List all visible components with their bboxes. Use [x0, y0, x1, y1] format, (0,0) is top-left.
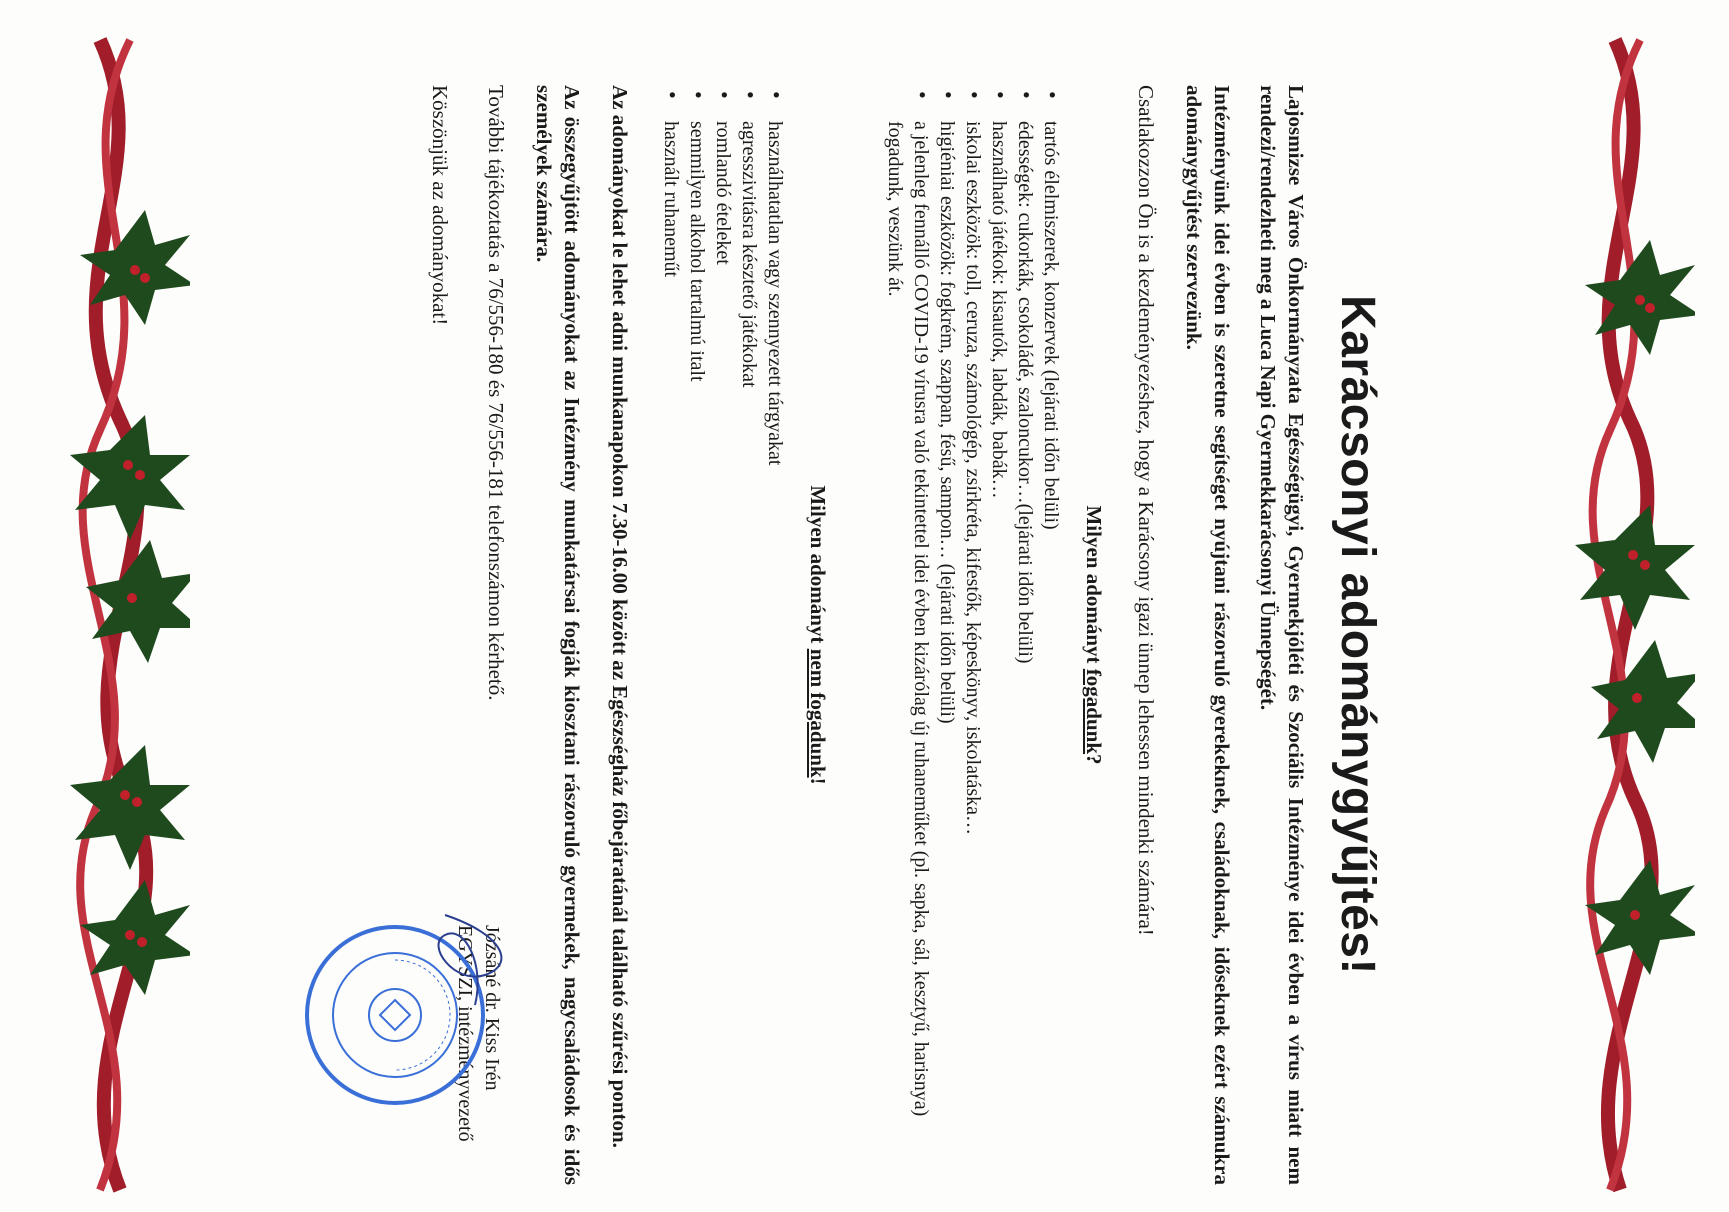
accepted-heading-pre: Milyen adományt: [1082, 505, 1106, 669]
flyer-content: [285, 85, 1385, 1185]
rejected-heading-post: !: [806, 777, 830, 785]
thanks-paragraph: Köszönjük az adományokat!: [428, 85, 452, 326]
handwritten-signature: [405, 905, 525, 1025]
accepted-heading-post: ?: [1082, 754, 1106, 765]
christmas-garland-left: [40, 20, 190, 1200]
accepted-heading-underlined: fogadunk: [1082, 668, 1106, 755]
flyer-page: [280, 0, 1384, 1185]
list-item: • a jelenleg fennálló COVID-19 vírusra való tekintettel idei évben kizárólag új ruhaneműket (pl. sapka, sál, kesztyű, harisnya) fogadunk, veszünk át.: [882, 121, 934, 1185]
list-item: • édességek: cukorkák, csokoládé, szaloncukor…(lejárati időn belüli): [1012, 121, 1038, 1185]
intro-paragraph-3: Csatlakozzon Ön is a kezdeményezéshez, hogy a Karácsony igazi ünnep lehessen mindenki számára!: [1134, 85, 1158, 936]
distribution-paragraph: Az összegyűjtött adományokat az Intézmény munkatársai fogják kiosztani rászoruló gyermekek, nagycsaládosok és idős személyek számára.: [532, 85, 584, 1185]
rejected-heading-pre: Milyen adományt: [806, 485, 830, 649]
list-item: • tartós élelmiszerek, konzervek (lejárati időn belüli): [1038, 121, 1064, 1185]
accepted-heading: [1080, 85, 1108, 1185]
page-title: Karácsonyi adománygyűjtés!: [1331, 295, 1384, 975]
list-item: • használható játékok: kisautók, labdák, babák…: [986, 121, 1012, 1185]
list-item: • használhatatlan vagy szennyezett tárgyakat: [762, 121, 788, 1185]
rejected-heading: [804, 85, 832, 1185]
list-item: • romlandó ételeket: [710, 121, 736, 1185]
dropoff-paragraph: Az adományokat le lehet adni munkanapokon 7.30-16.00 között az Egészségház főbejáratánál található szűrési ponton.: [608, 85, 632, 1148]
list-item: • iskolai eszközök: toll, ceruza, számológép, zsírkréta, kifestők, képeskönyv, iskolatáska…: [960, 121, 986, 1185]
info-paragraph: További tájékoztatás a 76/556-180 és 76/556-181 telefonszámon kérhető.: [484, 85, 508, 701]
christmas-garland-right: [1545, 20, 1695, 1200]
accepted-list: [882, 85, 1064, 1185]
intro-paragraph-1: Lajosmizse Város Önkormányzata Egészségügyi, Gyermekjóléti és Szociális Intézménye idei évben a vírus miatt nem rendezi/rendezheti meg a Luca Napi Gyermekkarácsonyi Ünnepségét.: [1256, 85, 1308, 1185]
rejected-list: [658, 85, 788, 1185]
list-item: • agresszivitásra késztető játékokat: [736, 121, 762, 1185]
signature-name: Józsáné dr. Kiss Irén: [481, 925, 503, 1091]
list-item: • semmilyen alkohol tartalmú italt: [684, 121, 710, 1185]
rejected-heading-underlined: nem fogadunk: [806, 648, 830, 778]
list-item: • higiéniai eszközök: fogkrém, szappan, fésű, sampon… (lejárati időn belüli): [934, 121, 960, 1185]
intro-paragraph-2: Intézményünk idei évben is szeretne segítséget nyújtani rászoruló gyerekeknek, családoknak, időseknek ezért számukra adománygyűjtést szervezünk.: [1182, 85, 1234, 1185]
list-item: • használt ruhaneműt: [658, 121, 684, 1185]
signature-role: EGYSZI, intézményvezető: [454, 925, 476, 1142]
